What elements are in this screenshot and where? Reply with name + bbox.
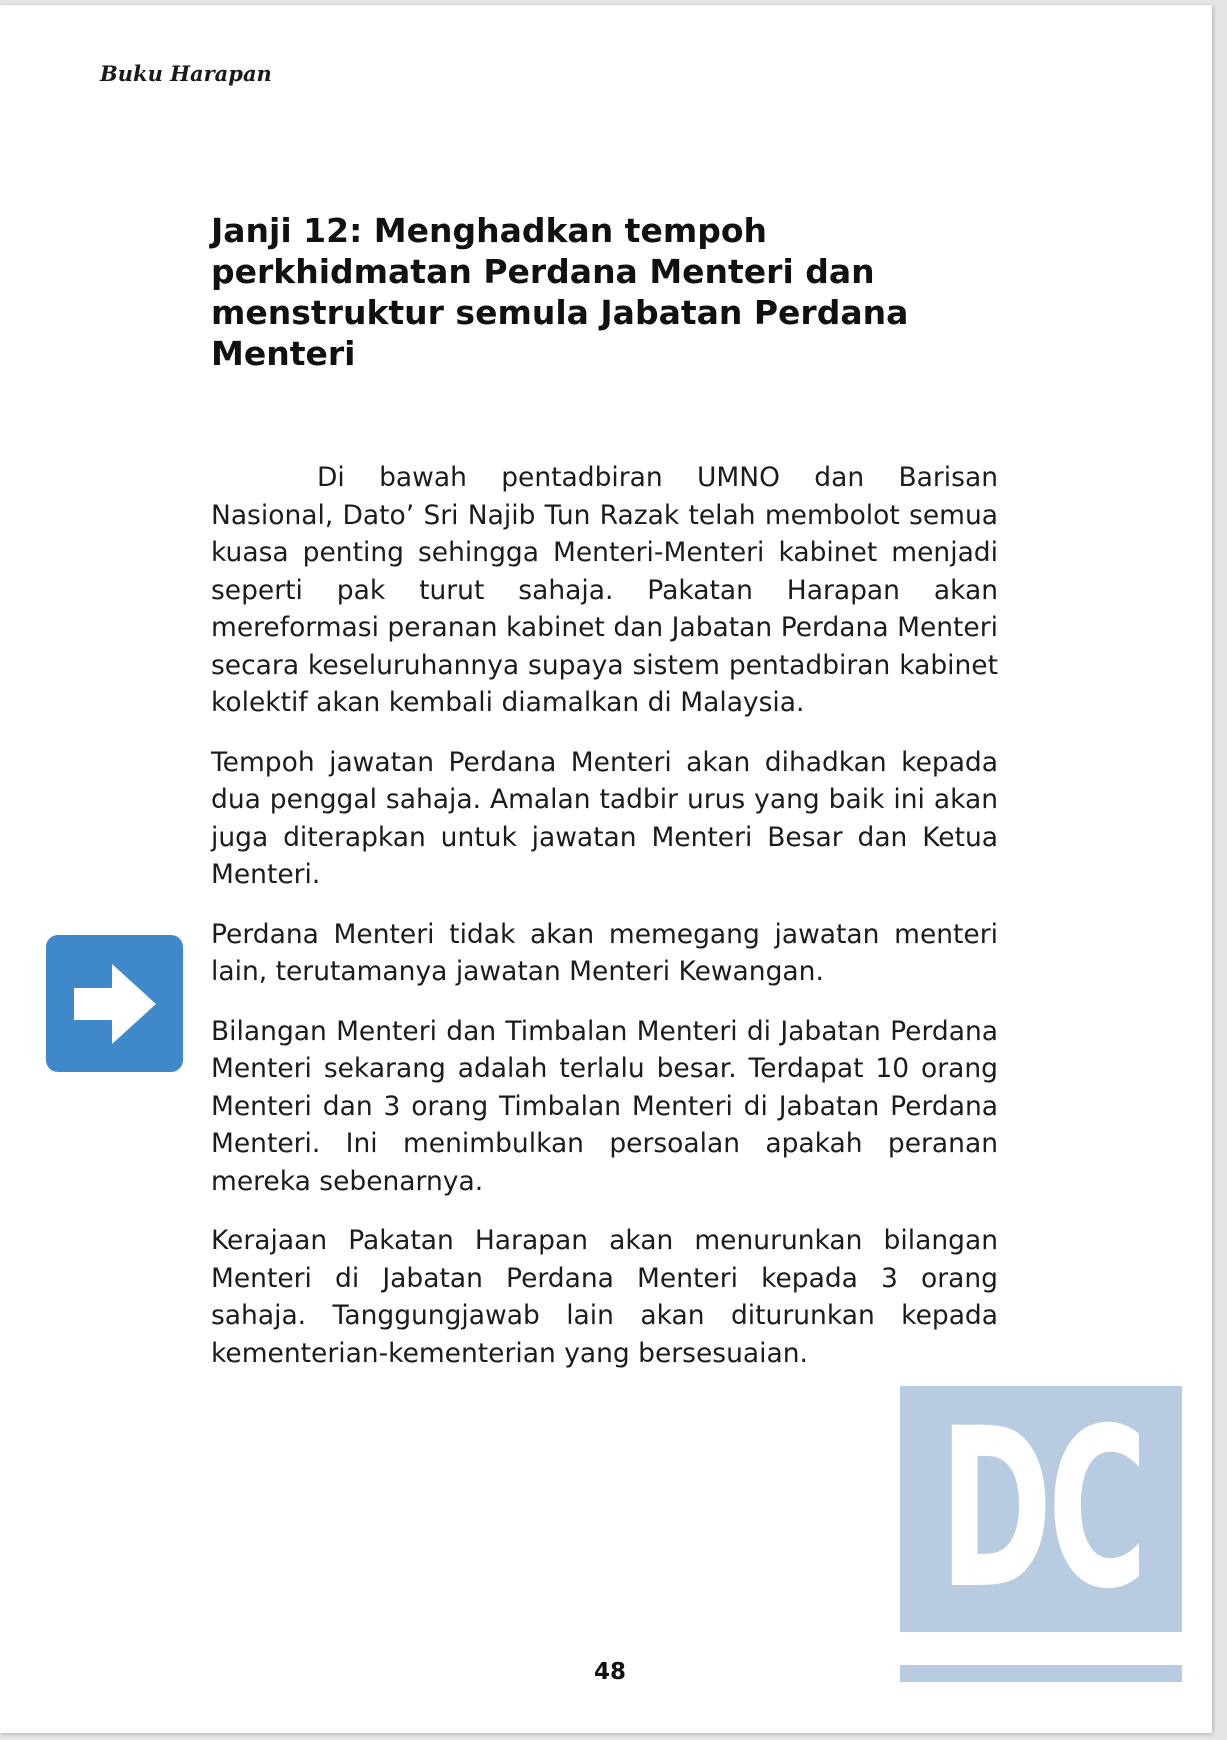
paragraph-5: Kerajaan Pakatan Harapan akan menurunkan bilangan Menteri di Jabatan Perdana Menteri kepada 3 orang sahaja. Tanggungjawab lain akan diturunkan kepada kementerian-kementerian yang bersesuaian. — [211, 1225, 998, 1369]
watermark-bar — [900, 1665, 1182, 1682]
paragraph-3: Perdana Menteri tidak akan memegang jawatan menteri lain, terutamanya jawatan Menteri Kewangan. — [211, 918, 998, 987]
watermark-logo — [900, 1381, 1182, 1637]
right-arrow-icon — [72, 962, 158, 1046]
document-page — [0, 5, 1212, 1733]
paragraph-4: Bilangan Menteri dan Timbalan Menteri di Jabatan Perdana Menteri sekarang adalah terlalu besar. Terdapat 10 orang Menteri dan 3 orang Timbalan Menteri di Jabatan Perdana Menteri. Ini menimbulkan persoalan apakah peranan mereka sebenarnya. — [211, 1015, 998, 1197]
page-number: 48 — [593, 1659, 626, 1685]
arrow-marker — [46, 935, 183, 1072]
body-text — [211, 459, 998, 1394]
section-title: Janji 12: Menghadkan tempoh perkhidmatan Perdana Menteri dan menstruktur semula Jabatan Perdana Menteri — [211, 211, 909, 373]
paragraph-2: Tempoh jawatan Perdana Menteri akan dihadkan kepada dua penggal sahaja. Amalan tadbir urus yang baik ini akan juga diterapkan untuk jawatan Menteri Besar dan Ketua Menteri. — [211, 746, 998, 890]
running-header: Buku Harapan — [100, 61, 272, 86]
paragraph-1: Di bawah pentadbiran UMNO dan Barisan Nasional, Dato’ Sri Najib Tun Razak telah membolot semua kuasa penting sehingga Menteri-Menteri kabinet menjadi seperti pak turut sahaja. Pakatan Harapan akan mereformasi peranan kabinet dan Jabatan Perdana Menteri secara keseluruhannya supaya sistem pentadbiran kabinet kolektif akan kembali diamalkan di Malaysia. — [211, 462, 998, 718]
watermark-text: DC — [939, 1381, 1143, 1637]
